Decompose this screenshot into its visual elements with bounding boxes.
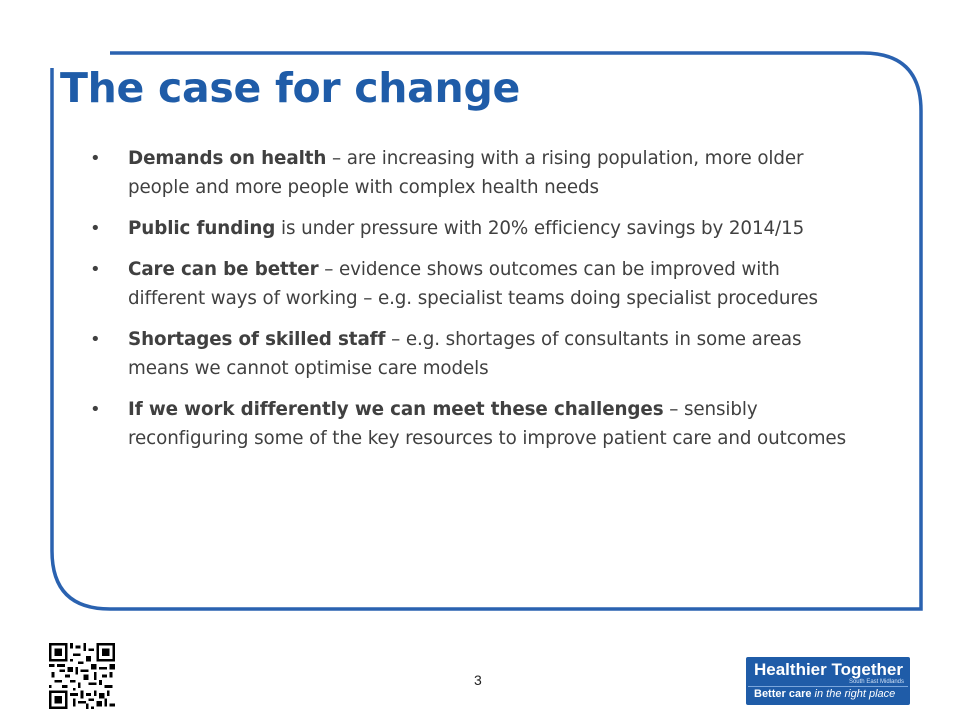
bullet-list [90, 144, 860, 465]
bullet-lead: Demands on health [128, 148, 327, 169]
bullet-lead: Care can be better [128, 259, 319, 280]
bullet-item [90, 395, 860, 453]
bullet-text: – are increasing with a rising population, more older people and more people with complex health needs [128, 148, 804, 198]
bullet-text: is under pressure with 20% efficiency savings by 2014/15 [275, 218, 805, 239]
logo-tagline-bold: Better care [754, 688, 812, 700]
logo-region: South East Midlands [848, 679, 904, 685]
page-number: 3 [474, 672, 482, 688]
healthier-together-logo [746, 657, 910, 705]
bullet-lead: Shortages of skilled staff [128, 329, 386, 350]
bullet-item [90, 325, 860, 383]
bullet-text: – evidence shows outcomes can be improved with different ways of working – e.g. specialist teams doing specialist procedures [128, 259, 818, 309]
bullet-item [90, 214, 860, 243]
bullet-dot-icon: • [90, 259, 101, 280]
bullet-lead: If we work differently we can meet these challenges [128, 399, 664, 420]
qr-code-icon [49, 643, 115, 709]
bullet-dot-icon: • [90, 148, 101, 169]
bullet-dot-icon: • [90, 399, 101, 420]
bullet-lead: Public funding [128, 218, 276, 239]
logo-name: Healthier Together [754, 660, 903, 679]
bullet-text: – sensibly reconfiguring some of the key resources to improve patient care and outcomes [128, 399, 847, 449]
bullet-dot-icon: • [90, 218, 101, 239]
logo-tagline-rest: in the right place [811, 688, 896, 700]
bullet-item [90, 144, 860, 202]
logo-tagline [754, 688, 895, 700]
bullet-text: – e.g. shortages of consultants in some areas means we cannot optimise care models [128, 329, 802, 379]
bullet-item [90, 255, 860, 313]
bullet-dot-icon: • [90, 329, 101, 350]
slide-title: The case for change [60, 64, 520, 112]
